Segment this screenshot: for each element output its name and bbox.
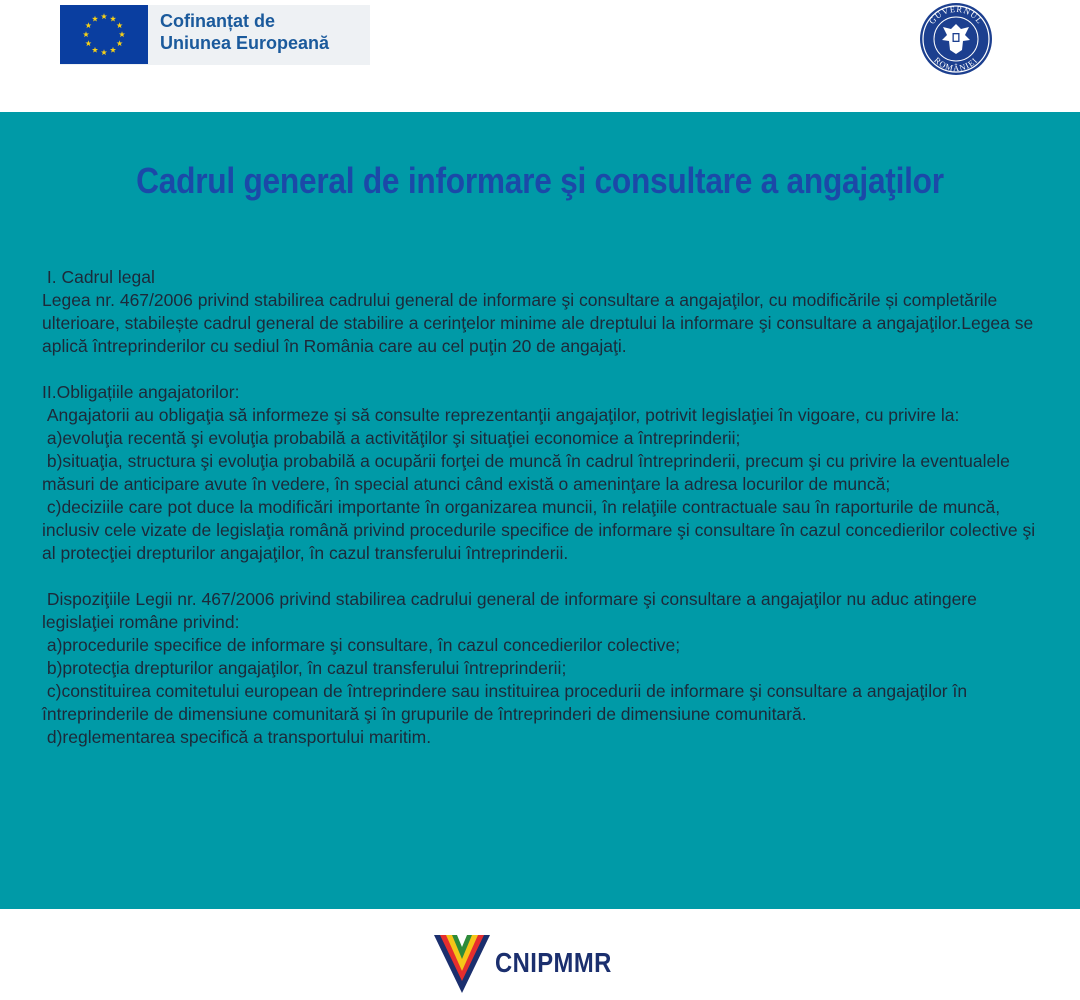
eu-flag-icon <box>60 5 148 64</box>
romanian-government-seal-icon <box>917 2 995 76</box>
content-panel <box>0 112 1080 909</box>
header <box>0 0 1080 112</box>
seal-text-bottom: ROMÂNIEI <box>932 54 980 74</box>
cnipmmr-logo-text: CNIPMMR <box>495 947 612 978</box>
eu-line-2: Uniunea Europeană <box>160 33 330 53</box>
paragraph: Dispoziţiile Legii nr. 467/2006 privind stabilirea cadrului general de informare şi consultare a angajaţilor nu aduc atingere legislaţiei române privind: <box>42 589 982 632</box>
spacer <box>42 565 1052 588</box>
page-title: Cadrul general de informare şi consultare a angajaţilor <box>136 160 944 201</box>
paragraph: Angajatorii au obligaţia să informeze şi să consulte reprezentanţii angajaţilor, potrivit legislaţiei în vigoare, cu privire la: <box>42 405 960 425</box>
document-body <box>42 266 1052 749</box>
list-item: a)procedurile specifice de informare şi consultare, în cazul concedierilor colective; <box>42 635 681 655</box>
footer <box>0 909 1080 1000</box>
section-heading-legal-framework: I. Cadrul legal <box>42 267 155 287</box>
list-item: b)protecţia drepturilor angajaţilor, în cazul transferului întreprinderii; <box>42 658 567 678</box>
paragraph: Legea nr. 467/2006 privind stabilirea cadrului general de informare şi consultare a angajaţilor, cu modificările și completările ulterioare, stabilește cadrul general de stabilire a cerinţelor minime ale dreptului la informare şi consultare a angajaţilor.Legea se aplică întreprinderilor cu sediul în România care au cel puţin 20 de angajaţi. <box>42 290 1034 356</box>
section-heading-employer-obligations: II.Obligațiile angajatorilor: <box>42 382 240 402</box>
list-item: a)evoluţia recentă şi evoluţia probabilă a activităţilor şi situaţiei economice a întreprinderii; <box>42 428 741 448</box>
eu-line-1: Cofinanțat de <box>160 11 275 31</box>
cnipmmr-logo-icon <box>432 931 492 995</box>
list-item: b)situaţia, structura şi evoluţia probabilă a ocupării forţei de muncă în cadrul întreprinderii, precum şi cu privire la eventualele măsuri de anticipare avute în vedere, în special atunci când există o ameninţare la adresa locurilor de muncă; <box>42 451 1015 494</box>
seal-text: GUVERNUL <box>926 3 986 26</box>
list-item: c)deciziile care pot duce la modificări importante în organizarea muncii, în relaţiile contractuale sau în raporturile de muncă, inclusiv cele vizate de legislaţia română privind procedurile specifice de informare şi consultare în cazul concedierilor colective şi al protecţiei drepturilor angajaţilor, în cazul transferului întreprinderii. <box>42 497 1040 563</box>
eu-cofinancing-text <box>160 10 329 54</box>
list-item: c)constituirea comitetului european de întreprindere sau instituirea procedurii de informare şi consultare a angajaţilor în întreprinderile de dimensiune comunitară şi în grupurile de întreprinderi de dimensiune comunitară. <box>42 681 972 724</box>
eu-cofinancing-logo <box>60 5 370 65</box>
list-item: d)reglementarea specifică a transportului maritim. <box>42 727 432 747</box>
spacer <box>42 358 1052 381</box>
